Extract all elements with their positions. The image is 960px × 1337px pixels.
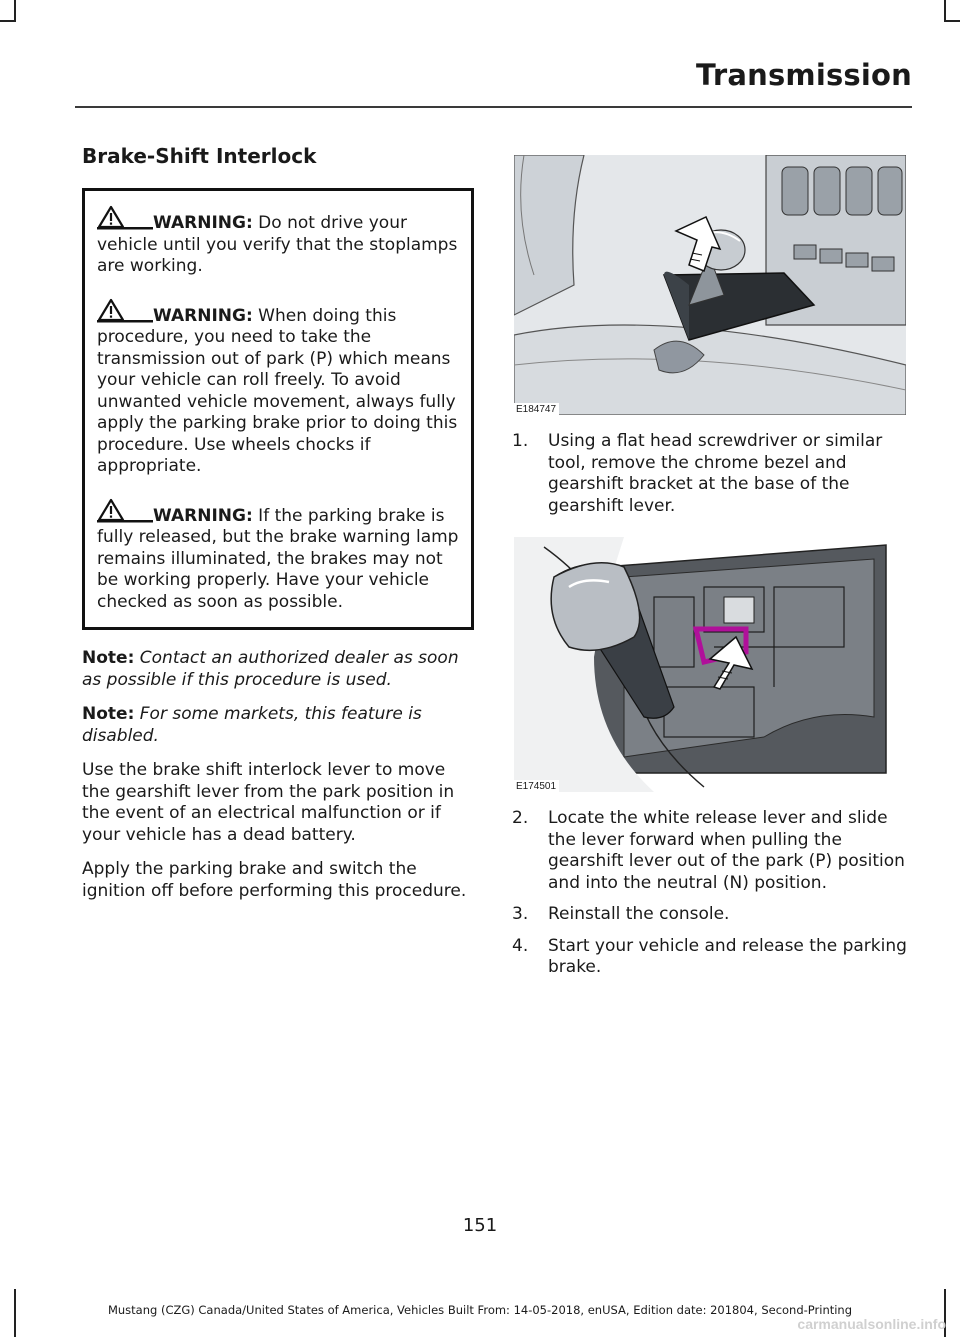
warning-item xyxy=(97,205,459,278)
body-paragraph: Apply the parking brake and switch the ignition off before performing this procedure. xyxy=(82,859,467,901)
figure-code: E184747 xyxy=(514,403,559,415)
figure-console-bezel xyxy=(514,155,906,415)
page-number: 151 xyxy=(462,1215,498,1236)
crop-mark xyxy=(0,20,16,22)
note-text: Contact an authorized dealer as soon as possible if this procedure is used. xyxy=(82,648,459,690)
warning-item xyxy=(97,298,459,478)
step-item xyxy=(512,904,912,926)
steps-list-b xyxy=(512,808,912,989)
warning-text: When doing this procedure, you need to take the transmission out of park (P) which means your vehicle can roll freely. To avoid unwanted vehicle movement, always fully apply the parking brake prior to doing this procedure. Use wheels chocks if appropriate. xyxy=(97,305,458,476)
step-number: 2. xyxy=(512,808,529,828)
release-lever-illustration xyxy=(514,537,906,792)
section-title: Brake-Shift Interlock xyxy=(82,144,317,168)
warning-text: If the parking brake is fully released, but the brake warning lamp remains illuminated, the brakes may not be working properly. Have your vehicle checked as soon as possible. xyxy=(97,505,459,612)
crop-mark xyxy=(944,0,946,22)
step-text: Reinstall the console. xyxy=(548,904,730,924)
note xyxy=(82,704,474,747)
figure-code: E174501 xyxy=(514,780,559,792)
step-number: 3. xyxy=(512,904,529,924)
crop-mark xyxy=(14,0,16,22)
step-number: 4. xyxy=(512,935,529,956)
step-number: 1. xyxy=(512,431,529,451)
step-text: Locate the white release lever and slide the lever forward when pulling the gearshift lever out of the park (P) position and into the neutral (N) position. xyxy=(548,808,905,893)
warning-text: Do not drive your vehicle until you verify that the stoplamps are working. xyxy=(97,213,458,276)
warning-triangle-icon xyxy=(97,298,153,324)
warning-label: WARNING: xyxy=(153,213,253,233)
note-label: Note: xyxy=(82,648,135,668)
step-item xyxy=(512,431,912,517)
left-column xyxy=(82,144,474,902)
note-label: Note: xyxy=(82,704,135,724)
watermark: carmanualsonline.info xyxy=(797,1316,946,1332)
page-footer: Mustang (CZG) Canada/United States of America, Vehicles Built From: 14-05-2018, enUSA, Edition date: 201804, Second-Printing xyxy=(107,1303,853,1317)
note xyxy=(82,648,474,691)
console-bezel-illustration xyxy=(514,155,906,415)
warning-triangle-icon xyxy=(97,498,153,524)
header-rule xyxy=(75,106,912,108)
steps-list-a xyxy=(512,431,912,527)
warning-label: WARNING: xyxy=(153,305,253,326)
page-header-title: Transmission xyxy=(696,58,912,92)
note-text: For some markets, this feature is disabled. xyxy=(82,704,422,746)
warning-label: WARNING: xyxy=(153,505,253,526)
step-item xyxy=(512,936,912,979)
step-text: Using a flat head screwdriver or similar tool, remove the chrome bezel and gearshift bracket at the base of the gearshift lever. xyxy=(548,431,883,516)
step-text: Start your vehicle and release the parking brake. xyxy=(548,935,907,977)
crop-mark xyxy=(944,20,960,22)
warning-triangle-icon xyxy=(97,205,153,231)
body-paragraph: Use the brake shift interlock lever to move the gearshift lever from the park position in the event of an electrical malfunction or if your vehicle has a dead battery. xyxy=(82,760,455,845)
warning-item xyxy=(97,498,459,614)
warning-box xyxy=(82,188,474,630)
figure-release-lever xyxy=(514,537,906,792)
step-item xyxy=(512,808,912,894)
